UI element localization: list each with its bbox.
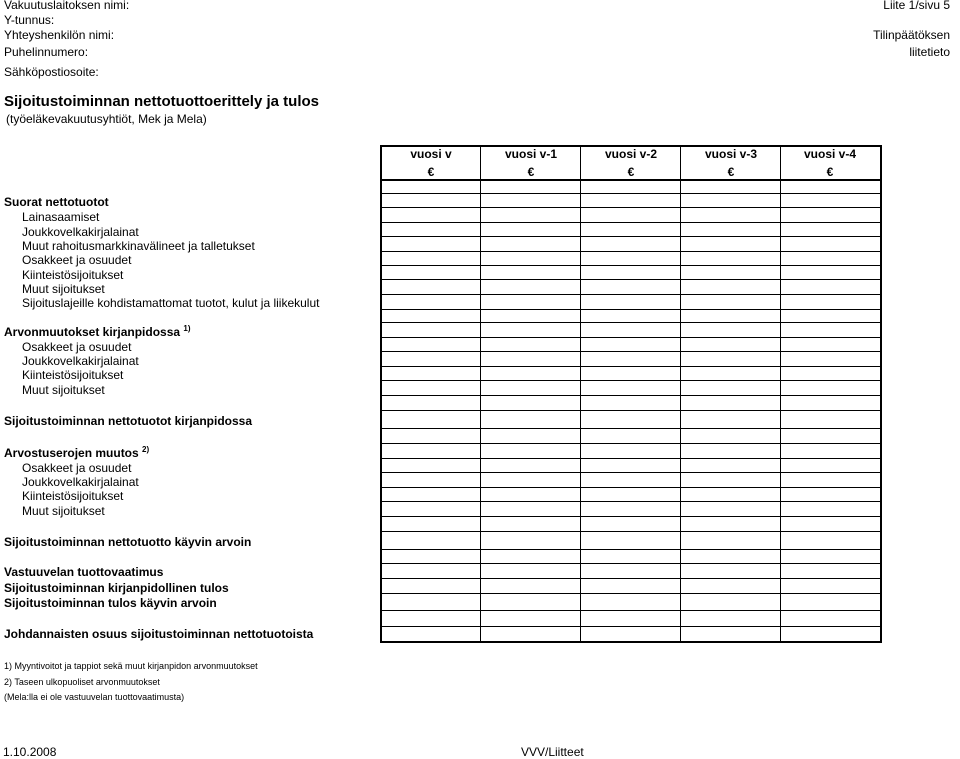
grid-row-line-10	[380, 337, 882, 338]
row-fair-value-result: Sijoitustoiminnan tulos käyvin arvoin	[4, 596, 217, 610]
row-vc-other: Muut sijoitukset	[22, 383, 105, 397]
grid-row-line-17	[380, 443, 882, 444]
grid-col-line-4	[780, 145, 781, 642]
currency-v3: €	[727, 165, 735, 179]
grid-row-line-22	[380, 516, 882, 517]
page-subtitle: (työeläkevakuutusyhtiöt, Mek ja Mela)	[6, 112, 207, 126]
grid-row-line-29	[380, 626, 882, 627]
grid-row-line-9	[380, 322, 882, 323]
company-name-label: Vakuutuslaitoksen nimi:	[4, 0, 130, 12]
row-bonds: Joukkovelkakirjalainat	[22, 225, 139, 239]
grid-row-line-18	[380, 458, 882, 459]
row-vd-real-estate: Kiinteistösijoitukset	[22, 489, 124, 503]
grid-row-line-25	[380, 563, 882, 564]
grid-row-line-20	[380, 487, 882, 488]
note-label: liitetieto	[909, 45, 950, 59]
footer-ref: VVV/Liitteet	[521, 745, 584, 759]
grid-row-line-5	[380, 265, 882, 266]
footer-date: 1.10.2008	[3, 745, 57, 759]
row-vc-real-estate: Kiinteistösijoitukset	[22, 368, 124, 382]
row-accounting-result: Sijoitustoiminnan kirjanpidollinen tulos	[4, 581, 229, 595]
grid-row-line-1	[380, 207, 882, 208]
grid-row-line-13	[380, 380, 882, 381]
footnote-mark-1: 1)	[183, 324, 191, 333]
grid-row-line-2	[380, 222, 882, 223]
phone-label: Puhelinnumero:	[4, 45, 89, 59]
footnote-3: (Mela:lla ei ole vastuuvelan tuottovaatimusta)	[4, 692, 185, 702]
email-label: Sähköpostiosoite:	[4, 65, 99, 79]
grid-row-line-0	[380, 193, 882, 194]
row-required-return: Vastuuvelan tuottovaatimus	[4, 565, 164, 579]
footnote-mark-2: 2)	[142, 445, 150, 454]
row-vd-bonds: Joukkovelkakirjalainat	[22, 475, 139, 489]
grid-row-line-6	[380, 279, 882, 280]
col-header-v2: vuosi v-2	[604, 147, 658, 161]
currency-v: €	[427, 165, 435, 179]
grid-row-line-28	[380, 610, 882, 611]
row-loans: Lainasaamiset	[22, 210, 100, 224]
grid-row-line-14	[380, 395, 882, 396]
col-header-v1: vuosi v-1	[504, 147, 558, 161]
row-money-market: Muut rahoitusmarkkinavälineet ja talletukset	[22, 239, 255, 253]
contact-name-label: Yhteyshenkilön nimi:	[4, 28, 115, 42]
financial-statement-label: Tilinpäätöksen	[873, 28, 950, 42]
row-other-investments: Muut sijoitukset	[22, 282, 105, 296]
grid-row-line-27	[380, 593, 882, 594]
grid-row-line-19	[380, 472, 882, 473]
grid-row-line-23	[380, 531, 882, 532]
section-value-changes: Arvonmuutokset kirjanpidossa $^{1)}$	[4, 324, 191, 339]
row-net-income-accounting: Sijoitustoiminnan nettotuotot kirjanpidossa	[4, 414, 252, 428]
row-vc-bonds: Joukkovelkakirjalainat	[22, 354, 139, 368]
page-title: Sijoitustoiminnan nettotuottoerittely ja tulos	[4, 93, 319, 110]
business-id-label: Y-tunnus:	[4, 13, 55, 27]
grid-col-line-2	[580, 145, 581, 642]
grid-col-line-5	[880, 145, 882, 642]
grid-row-line-21	[380, 501, 882, 502]
grid-row-line-3	[380, 236, 882, 237]
col-header-v3: vuosi v-3	[704, 147, 758, 161]
grid-header-bottom	[380, 179, 880, 181]
grid-row-line-15	[380, 410, 882, 411]
attachment-page-label: Liite 1/sivu 5	[883, 0, 950, 12]
row-vd-shares: Osakkeet ja osuudet	[22, 461, 132, 475]
footnote-1: 1) Myyntivoitot ja tappiot sekä muut kirjanpidon arvonmuutokset	[4, 661, 258, 671]
grid-bottom-border	[380, 641, 882, 643]
grid-row-line-16	[380, 428, 882, 429]
currency-v4: €	[826, 165, 834, 179]
currency-v1: €	[527, 165, 535, 179]
grid-col-line-3	[680, 145, 681, 642]
grid-col-line-0	[380, 145, 382, 642]
grid-col-line-1	[480, 145, 481, 642]
row-vd-other: Muut sijoitukset	[22, 504, 105, 518]
grid-row-line-26	[380, 578, 882, 579]
row-vc-shares: Osakkeet ja osuudet	[22, 340, 132, 354]
row-net-income-fair-value: Sijoitustoiminnan nettotuotto käyvin arvoin	[4, 535, 252, 549]
section-valuation-diff: Arvostuserojen muutos $^{2)}$	[4, 445, 150, 460]
grid-row-line-4	[380, 251, 882, 252]
grid-row-line-24	[380, 549, 882, 550]
row-derivatives-share: Johdannaisten osuus sijoitustoiminnan nettotuotoista	[4, 627, 314, 641]
row-unallocated: Sijoituslajeille kohdistamattomat tuotot, kulut ja liikekulut	[22, 296, 320, 310]
grid-top-border	[380, 145, 880, 147]
row-real-estate: Kiinteistösijoitukset	[22, 268, 124, 282]
row-shares: Osakkeet ja osuudet	[22, 253, 132, 267]
grid-row-line-12	[380, 366, 882, 367]
section-direct-income: Suorat nettotuotot	[4, 195, 109, 209]
grid-row-line-8	[380, 309, 882, 310]
grid-row-line-11	[380, 351, 882, 352]
col-header-v4: vuosi v-4	[803, 147, 857, 161]
currency-v2: €	[627, 165, 635, 179]
footnote-2: 2) Taseen ulkopuoliset arvonmuutokset	[4, 677, 160, 687]
grid-row-line-7	[380, 294, 882, 295]
col-header-v: vuosi v	[410, 147, 452, 161]
